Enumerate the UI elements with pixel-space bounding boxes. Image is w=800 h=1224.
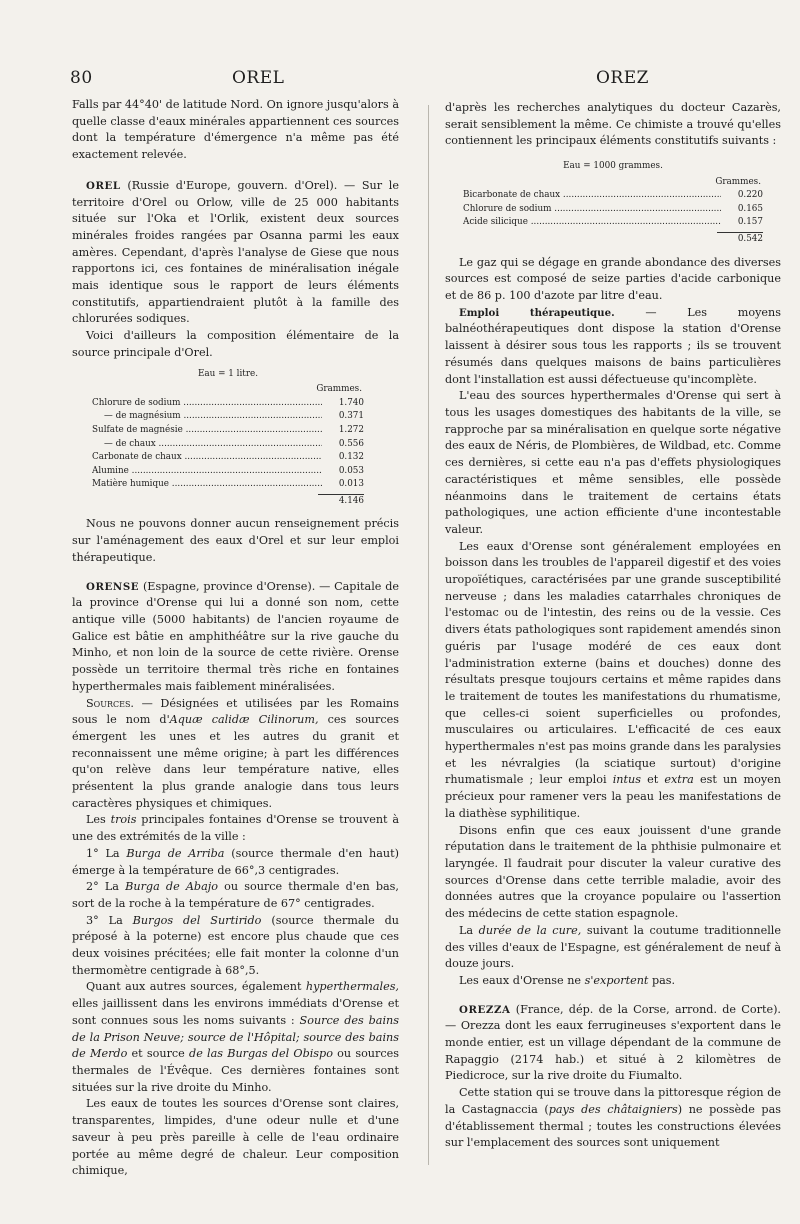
paragraph-sources <box>72 696 399 813</box>
text-run: (France, dép. de la Corse, arrond. de Corte). — Orezza dont les eaux ferrugineuses s'exportent dans le monde entier, est un village dépendant de la commune de Rapaggio (2174 hab.) et situé à 2 kilomètres de Piedicroce, sur la rive droite du Fiumalto. <box>445 1002 781 1083</box>
paragraph-source-3 <box>72 913 399 980</box>
text-run: — Désignées et utilisées par les Romains sous le nom d' <box>72 696 399 727</box>
left-column <box>72 97 399 1180</box>
text-run: est un moyen précieux pour ramener vers la peau les manifestations de la diathèse syphilitique. <box>445 773 781 820</box>
table-total: 0.542 <box>737 234 763 245</box>
text-run: 3° La <box>86 913 133 927</box>
row-value: 0.157 <box>737 217 763 228</box>
emphasis: durée de la cure, <box>478 923 582 937</box>
entry-heading-orezza: OREZZA <box>459 1003 511 1016</box>
entry-text-orel: (Russie d'Europe, gouvern. d'Orel). — Sur le territoire d'Orel ou Orlow, ville de 25 000 habitants située sur l'Oka et l'Orlik, existent deux sources minérales froides rangées par Osanna parmi les eaux amères. Cependant, d'après l'analyse de Giese que nous rapportons ici, ces fontaines de minéralisation inégale mais identique sous le rapport de leurs éléments constitutifs, appartiendraient plutôt à la famille des chlorurées sodiques. <box>72 178 399 326</box>
text-run: ou source thermale d'en bas, sort de la roche à la température de 67° centigrades. <box>72 880 399 910</box>
paragraph-trois <box>72 812 399 845</box>
paragraph-export <box>445 973 781 990</box>
text-run: ces sources émergent les unes et les autres du granit et reconnaissent une même origine; à part les différences qu'on relève dans leur température native, elles présentent la plus grande analogie dans tous leurs caractères physiques et chimiques. <box>72 713 399 810</box>
row-name: Sulfate de magnésie ..... <box>92 424 322 438</box>
row-value: 0.132 <box>338 452 364 463</box>
emphasis: intus <box>612 773 641 787</box>
latin-name: Aquæ calidæ Cilinorum, <box>169 713 319 727</box>
row-name: — de magnésium ..... <box>92 410 322 424</box>
row-value: 0.220 <box>737 190 763 201</box>
text-run: (source thermale d'en haut) émerge à la température de 66°,3 centigrades. <box>72 846 399 877</box>
paragraph-nous: Nous ne pouvons donner aucun renseignement précis sur l'aménagement des eaux d'Orel et sur leur emploi thérapeutique. <box>72 517 399 564</box>
section-heading-emploi: Emploi thérapeutique. <box>459 306 615 319</box>
entry-orel <box>72 178 399 328</box>
row-name: Alumine ..... <box>92 465 322 479</box>
text-run: — Les moyens balnéothérapeutiques dont dispose la station d'Orense laissent à désirer sous tous les rapports ; ils se trouvent résumés dans quelques maisons de bains particulières dont l'installation est aussi défectueuse qu'incomplète. <box>445 305 781 386</box>
text-run: La <box>459 923 479 937</box>
table-row <box>92 424 364 438</box>
paragraph-apres: d'après les recherches analytiques du docteur Cazarès, serait sensiblement la même. Ce chimiste a trouvé qu'elles contiennent les principaux éléments constitutifs suivants : <box>445 101 781 148</box>
text-run: ) ne possède pas d'établissement thermal ; toutes les constructions élevées sur l'emplacement des sources sont uniquement <box>445 1102 781 1150</box>
entry-emploi <box>445 305 781 389</box>
row-value: 1.740 <box>338 397 364 408</box>
text-run: elles jaillissent dans les environs immédiats d'Orense et sont connues sous les noms suivants : <box>72 997 399 1027</box>
table-row <box>92 397 364 411</box>
paragraph-source-1 <box>72 846 399 879</box>
paragraph-disons: Disons enfin que ces eaux jouissent d'une grande réputation dans le traitement de la phthisie pulmonaire et laryngée. Il faudrait pour discuter la valeur curative des sources d'Orense dans cette terrible maladie, avoir des données autres que la croyance populaire ou l'assertion des médecins de cette station espagnole. <box>445 823 781 921</box>
row-name: Bicarbonate de chaux ..... <box>463 189 721 203</box>
text-run: et source <box>127 1047 190 1061</box>
text-run: 2° La <box>86 880 126 894</box>
text-run: suivant la coutume traditionnelle des villes d'eaux de l'Espagne, est généralement de neuf à douze jours. <box>445 923 781 971</box>
entry-heading-orel: OREL <box>86 179 121 192</box>
text-run: Les <box>86 813 111 827</box>
emphasis: Burgos del Surtirido <box>132 913 262 927</box>
paragraph-eaux: Les eaux de toutes les sources d'Orense sont claires, transparentes, limpides, d'une odeur nulle et d'une saveur à peu près pareille à celle de l'eau ordinaire portée au même degré de chaleur. Leur composition chimique, <box>72 1097 399 1178</box>
row-value: 1.272 <box>338 424 364 435</box>
paragraph-voici: Voici d'ailleurs la composition élémentaire de la source principale d'Orel. <box>72 329 399 359</box>
text-run: Les eaux d'Orense sont généralement employées en boisson dans les troubles de l'appareil digestif et des voies uropoïétiques, caractérisées par une grande susceptibilité nerveuse ; dans les maladies catarrhales chroniques de l'estomac ou de l'intestin, des reins ou de la vessie. Ces divers états pathologiques sont rapidement amendés sinon guéris par l'usage modéré de ces eaux dont l'administration externe (bains et douches) donne des résultats presque toujours certains et même rapides dans le traitement de toutes les manifestations du rhumatisme, que celles-ci soient superficielles ou profondes, musculaires ou articulaires. L'efficacité de ces eaux hyperthermales n'est pas moins grande dans les paralysies et les névralgies (la sciatique surtout) d'origine rhumatismale ; leur emploi <box>445 539 781 787</box>
row-value: 0.053 <box>338 465 364 476</box>
column-divider <box>428 105 429 1165</box>
right-column <box>445 100 781 1152</box>
table-row <box>463 203 763 217</box>
running-title-right: OREZ <box>596 68 649 88</box>
text-run: et <box>640 773 665 787</box>
row-name: — de chaux ..... <box>92 438 322 452</box>
text-run: principales fontaines d'Orense se trouvent à une des extrémités de la ville : <box>72 813 399 844</box>
entry-orense <box>72 579 399 696</box>
paragraph-quant <box>72 979 399 1096</box>
text-run: Cette station qui se trouve dans la pittoresque région de la Castagnaccia ( <box>445 1086 781 1116</box>
text-run: Les eaux d'Orense ne <box>459 973 585 987</box>
row-name: Chlorure de sodium ..... <box>92 397 322 411</box>
text-run: 1° La <box>86 846 127 860</box>
emphasis: de las Burgas del Obispo <box>189 1047 333 1061</box>
emphasis: Source des bains de la Prison Neuve; source de l'Hôpital; source des bains de Merdo <box>72 1013 399 1061</box>
row-value: 0.371 <box>338 411 364 422</box>
page-number: 80 <box>70 68 93 88</box>
table-row <box>92 451 364 465</box>
emphasis: extra <box>664 773 694 787</box>
paragraph-gaz: Le gaz qui se dégage en grande abondance des diverses sources est composé de seize parties d'acide carbonique et de 86 p. 100 d'azote par litre d'eau. <box>445 255 781 303</box>
table-row <box>463 189 763 203</box>
table-caption: Eau = 1 litre. <box>197 368 259 379</box>
row-value: 0.013 <box>338 479 364 490</box>
text-run: pas. <box>648 973 676 987</box>
paragraph-leau: L'eau des sources hyperthermales d'Orense qui sert à tous les usages domestiques des habitants de la ville, se rapproche par sa minéralisation en quelque sorte négative des eaux de Néris, de Plombières, de Wildbad, etc. Comme ces dernières, si cette eau n'a pas d'effets physiologiques caractéristiques et même sensibles, elle possède néanmoins dans le traitement de certains états pathologiques, une action efficiente d'une incontestable valeur. <box>445 389 781 536</box>
table-row <box>92 410 364 424</box>
emphasis: Burga de Abajo <box>125 880 218 894</box>
entry-orezza <box>445 1002 781 1086</box>
row-value: 0.165 <box>737 203 763 214</box>
entry-heading-orense: ORENSE <box>86 580 140 593</box>
emphasis: Burga de Arriba <box>126 846 225 860</box>
emphasis: trois <box>110 813 137 827</box>
section-heading-sources: Sources. <box>86 696 134 710</box>
paragraph-usage <box>445 539 781 823</box>
table-row <box>463 216 763 230</box>
table-total: 4.146 <box>338 495 364 506</box>
composition-table-orel <box>92 368 364 509</box>
text-run: ou sources thermales de l'Évêque. Ces dernières fontaines sont situées sur la rive droite du Minho. <box>72 1047 399 1094</box>
table-row <box>92 465 364 479</box>
paragraph-falls: Falls par 44°40' de latitude Nord. On ignore jusqu'alors à quelle classe d'eaux minérales appartiennent ces sources dont la température d'émergence n'a même pas été exactement relevée. <box>72 98 399 162</box>
composition-table-orense <box>463 160 763 247</box>
table-unit: Grammes. <box>316 384 362 395</box>
row-name: Acide silicique ..... <box>463 216 721 230</box>
emphasis: s'exportent <box>584 973 649 987</box>
paragraph-source-2 <box>72 879 399 912</box>
table-row <box>92 478 364 492</box>
row-name: Carbonate de chaux ..... <box>92 451 322 465</box>
running-title-left: OREL <box>232 68 285 88</box>
row-value: 0.556 <box>338 438 364 449</box>
emphasis: hyperthermales, <box>305 980 399 994</box>
table-row <box>92 438 364 452</box>
paragraph-duree <box>445 923 781 973</box>
text-run: (source thermale du préposé à la poterne) est encore plus chaude que ces deux voisines précitées; elle fait monter la colonne d'un thermomètre centigrade à 68°,5. <box>72 913 399 977</box>
entry-text-orense: (Espagne, province d'Orense). — Capitale de la province d'Orense qui lui a donné son nom, cette antique ville (5000 habitants) de l'ancien royaume de Galice est bâtie en amphithéâtre sur la rive gauche du Minho, et non loin de la source de cette rivière. Orense possède un territoire thermal très riche en fontaines hyperthermales mais faiblement minéralisées. <box>72 579 399 693</box>
row-name: Chlorure de sodium ..... <box>463 203 721 217</box>
row-name: Matière humique ..... <box>92 478 322 492</box>
text-run: Quant aux autres sources, également <box>86 980 306 994</box>
table-unit: Grammes. <box>715 176 761 187</box>
paragraph-cette <box>445 1085 781 1152</box>
table-caption: Eau = 1000 grammes. <box>563 161 663 172</box>
emphasis: pays des châtaigniers <box>548 1102 678 1116</box>
